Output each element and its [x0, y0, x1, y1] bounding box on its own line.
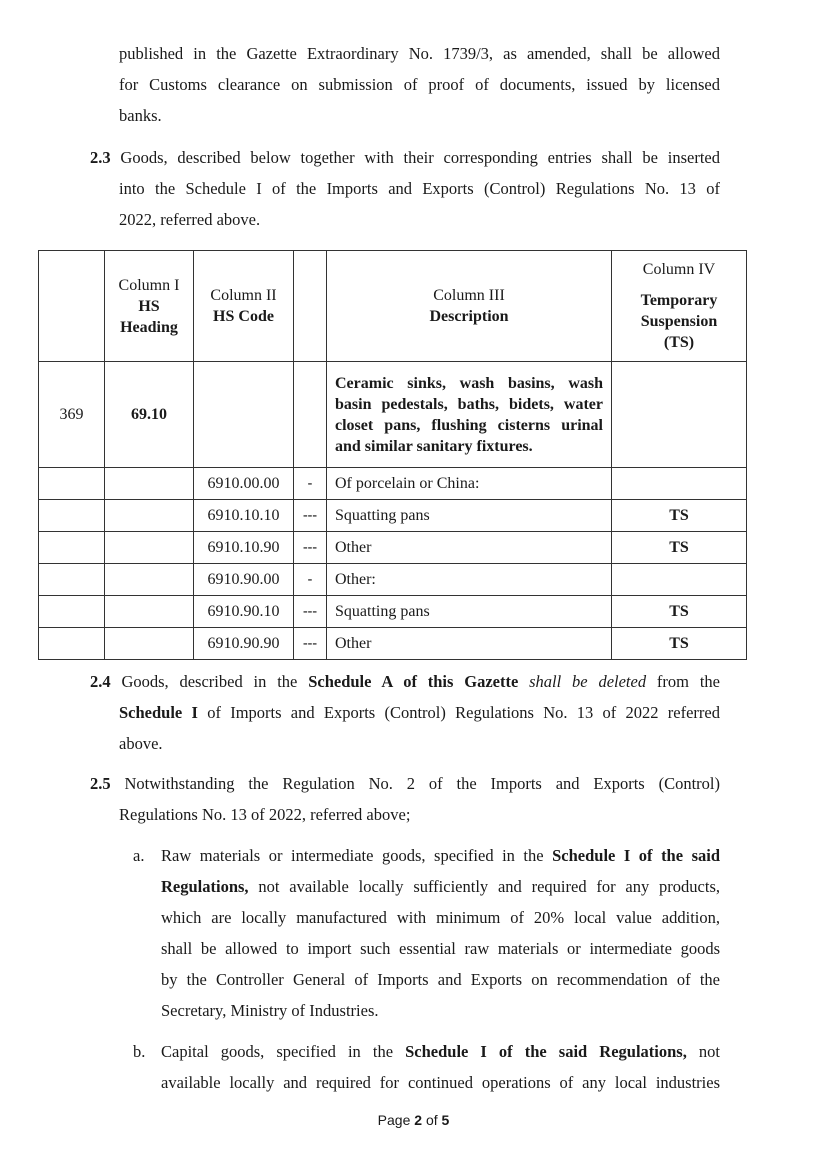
dash-cell: --- [294, 596, 327, 628]
hs-code-cell: 6910.90.10 [194, 596, 294, 628]
table-row [39, 564, 747, 596]
hs-code-cell: 6910.10.10 [194, 500, 294, 532]
description-cell: Of porcelain or China: [327, 468, 612, 500]
description-cell: Other [327, 532, 612, 564]
empty-cell [39, 564, 105, 596]
empty-cell [39, 628, 105, 660]
schedule-table [38, 250, 747, 660]
section-2-3-line-2: into the Schedule I of the Imports and Exports (Control) Regulations No. 13 of [119, 179, 720, 198]
description-cell: Other: [327, 564, 612, 596]
description-cell: Squatting pans [327, 500, 612, 532]
empty-cell [105, 468, 194, 500]
hs-code-cell: 6910.90.90 [194, 628, 294, 660]
dash-cell: --- [294, 500, 327, 532]
page-footer: Page 2 of 5 [377, 1112, 450, 1128]
hs-code-cell: 6910.00.00 [194, 468, 294, 500]
header-dash [294, 251, 327, 362]
section-2-5-line-2: Regulations No. 13 of 2022, referred above; [119, 805, 411, 824]
ts-cell: TS [612, 596, 747, 628]
intro-line-1: published in the Gazette Extraordinary No. 1739/3, as amended, shall be allowed [119, 44, 720, 63]
current-page: 2 [414, 1112, 423, 1128]
empty-cell [105, 500, 194, 532]
description-cell: Squatting pans [327, 596, 612, 628]
list-marker-a: a. [133, 846, 145, 865]
intro-line-2: for Customs clearance on submission of proof of documents, issued by licensed [119, 75, 720, 94]
empty-cell [105, 596, 194, 628]
empty-cell [105, 628, 194, 660]
section-2-3-line-3: 2022, referred above. [119, 210, 261, 229]
section-2-3-line-1: 2.3 Goods, described below together with their corresponding entries shall be inserted [90, 148, 720, 167]
ts-cell: TS [612, 500, 747, 532]
section-number: 2.3 [90, 148, 111, 167]
section-2-4 [90, 666, 720, 759]
empty-cell [105, 532, 194, 564]
header-serial [39, 251, 105, 362]
table-header-row [39, 251, 747, 362]
dash-cell: --- [294, 532, 327, 564]
section-2-3 [90, 142, 720, 235]
list-marker-b: b. [133, 1042, 146, 1061]
empty-cell [39, 532, 105, 564]
table-row [39, 500, 747, 532]
ts-cell: TS [612, 532, 747, 564]
empty-cell [105, 564, 194, 596]
list-item-b: b. Capital goods, specified in the Schedule I of the said Regulations, not available locally and required for continued operations of any local industries [133, 1036, 720, 1098]
total-pages: 5 [441, 1112, 450, 1128]
description-cell: Other [327, 628, 612, 660]
dash-cell: - [294, 468, 327, 500]
description-cell: Ceramic sinks, wash basins, wash basin pedestals, baths, bidets, water closet pans, flushing cisterns urinal and similar sanitary fixtures. [327, 362, 612, 468]
hs-code-cell: 6910.90.00 [194, 564, 294, 596]
table-row [39, 596, 747, 628]
empty-cell [39, 500, 105, 532]
header-column-4: Column IV Temporary Suspension (TS) [612, 251, 747, 362]
section-2-4-line-2: Schedule I of Imports and Exports (Control) Regulations No. 13 of 2022 referred [119, 703, 720, 722]
intro-paragraph [119, 38, 720, 131]
table-row [39, 362, 747, 468]
dash-cell: --- [294, 628, 327, 660]
section-2-5 [90, 768, 720, 830]
serial-cell: 369 [39, 362, 105, 468]
section-2-4-line-3: above. [119, 734, 163, 753]
hs-code-cell: 6910.10.90 [194, 532, 294, 564]
ts-cell: TS [612, 628, 747, 660]
empty-cell [39, 468, 105, 500]
header-column-3: Column III Description [327, 251, 612, 362]
header-column-2: Column II HS Code [194, 251, 294, 362]
list-item-a: a. Raw materials or intermediate goods, specified in the Schedule I of the said Regulations, not available locally sufficiently and required for any products, which are locally manufactured with minimum of 20% local value addition, shall be allowed to import such essential raw materials or intermediate goods by the Controller General of Imports and Exports on recommendation of the Secretary, Ministry of Industries. [133, 840, 720, 1026]
header-column-1: Column I HS Heading [105, 251, 194, 362]
ts-cell [612, 468, 747, 500]
hs-heading-cell: 69.10 [105, 362, 194, 468]
table-row [39, 628, 747, 660]
table-row [39, 532, 747, 564]
dash-cell: - [294, 564, 327, 596]
section-2-4-line-1: 2.4 Goods, described in the Schedule A of this Gazette shall be deleted from the [90, 672, 720, 691]
empty-cell [39, 596, 105, 628]
table-row [39, 468, 747, 500]
section-2-5-line-1: 2.5 Notwithstanding the Regulation No. 2 of the Imports and Exports (Control) [90, 774, 720, 793]
intro-line-3: banks. [119, 106, 162, 125]
ts-cell [612, 564, 747, 596]
